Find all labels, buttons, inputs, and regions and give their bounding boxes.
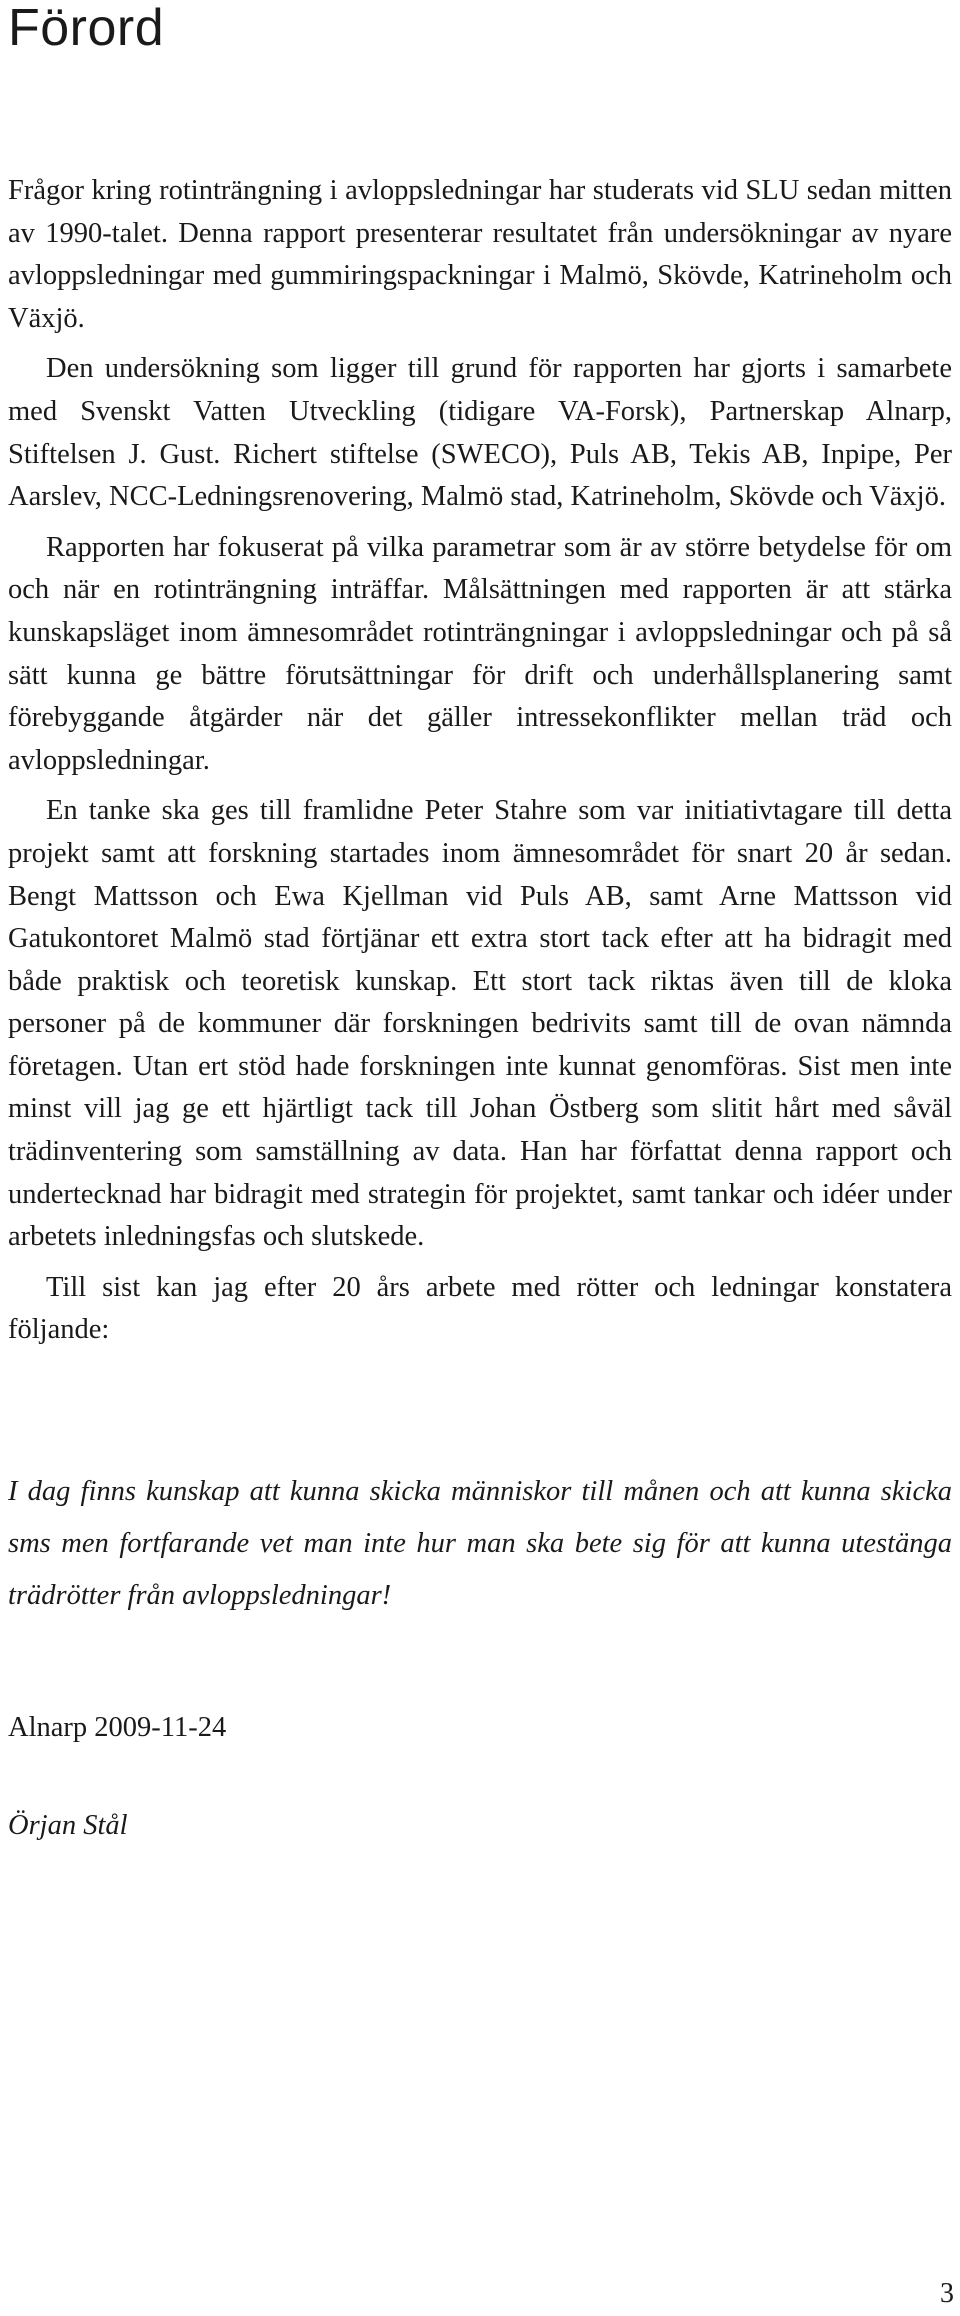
page-title: Förord [8,0,165,57]
author-signature: Örjan Stål [8,1810,128,1841]
closing-quote: I dag finns kunskap att kunna skicka människor till månen och att kunna skicka sms men fortfarande vet man inte hur man ska bete sig för att kunna utestänga trädrötter från avloppsledningar! [8,1476,952,1611]
paragraph-4: En tanke ska ges till framlidne Peter Stahre som var initiativtagare till detta projekt samt att forskning startades inom ämnesområdet för snart 20 år sedan. Bengt Mattsson och Ewa Kjellman vid Puls AB, samt Arne Mattsson vid Gatukontoret Malmö stad förtjänar ett extra stort tack efter att ha bidragit med både praktisk och teoretisk kunskap. Ett stort tack riktas även till de kloka personer på de kommuner där forskningen bedrivits samt till de ovan nämnda företagen. Utan ert stöd hade forskningen inte kunnat genomföras. Sist men inte minst vill jag ge ett hjärtligt tack till Johan Östberg som slitit hårt med såväl trädinventering som samställning av data. Han har författat denna rapport och undertecknad har bidragit med strategin för projektet, samt tankar och idéer under arbetets inledningsfas och slutskede. [8,795,952,1253]
page-number: 3 [940,2278,954,2309]
paragraph-5: Till sist kan jag efter 20 års arbete med rötter och ledningar konstatera följande: [8,1271,952,1346]
foreword-body [8,170,952,1360]
place-and-date: Alnarp 2009-11-24 [8,1712,227,1743]
paragraph-1: Frågor kring rotinträngning i avloppsledningar har studerats vid SLU sedan mitten av 1990-talet. Denna rapport presenterar resultatet från undersökningar av nyare avloppsledningar med gummiringspackningar i Malmö, Skövde, Katrineholm och Växjö. [8,175,952,334]
paragraph-3: Rapporten har fokuserat på vilka parametrar som är av större betydelse för om och när en rotinträngning inträffar. Målsättningen med rapporten är att stärka kunskapsläget inom ämnesområdet rotinträngningar i avloppsledningar och på så sätt kunna ge bättre förutsättningar för drift och underhållsplanering samt förebyggande åtgärder när det gäller intressekonflikter mellan träd och avloppsledningar. [8,531,952,776]
paragraph-2: Den undersökning som ligger till grund för rapporten har gjorts i samarbete med Svenskt Vatten Utveckling (tidigare VA-Forsk), Partnerskap Alnarp, Stiftelsen J. Gust. Richert stiftelse (SWECO), Puls AB, Tekis AB, Inpipe, Per Aarslev, NCC-Ledningsrenovering, Malmö stad, Katrineholm, Skövde och Växjö. [8,353,952,513]
